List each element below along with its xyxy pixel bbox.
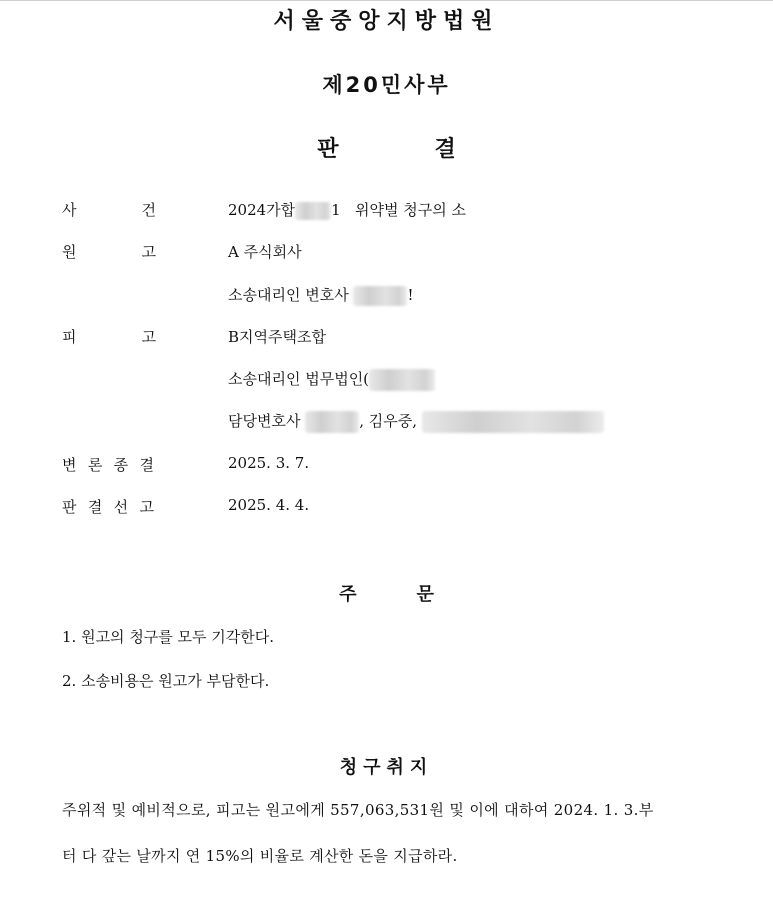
hearing-closed-label: 변 론 종 결	[62, 456, 154, 474]
ruling-item: 2. 소송비용은 원고가 부담한다.	[62, 672, 270, 690]
redacted-counsel-name	[353, 286, 407, 306]
defendant-label: 피 고	[62, 328, 156, 346]
plaintiff-name: A 주식회사	[228, 243, 302, 261]
hearing-closed-date: 2025. 3. 7.	[228, 454, 310, 472]
plaintiff-counsel: 소송대리인 변호사 !	[228, 286, 414, 304]
defendant-name: B지역주택조합	[228, 328, 326, 346]
redacted-case-number	[295, 202, 331, 220]
claim-text-line: 터 다 갚는 날까지 연 15%의 비율로 계산한 돈을 지급하라.	[62, 847, 458, 865]
judgment-date-label: 판 결 선 고	[62, 498, 154, 516]
claim-text-line: 주위적 및 예비적으로, 피고는 원고에게 557,063,531원 및 이에 대하여 2024. 1. 3.부	[62, 801, 654, 819]
claim-heading: 청구취지	[339, 757, 434, 778]
document-type-title	[0, 132, 773, 163]
court-name: 서울중앙지방법원	[273, 9, 500, 34]
defendant-counsel: 소송대리인 법무법인(	[228, 368, 435, 391]
document-type-char: 결	[434, 137, 456, 162]
case-number: 2024가합 1 위약벌 청구의 소	[228, 201, 466, 219]
ruling-heading: 주 문	[339, 584, 434, 605]
case-title: 위약벌 청구의 소	[355, 201, 466, 219]
plaintiff-label: 원 고	[62, 243, 156, 261]
case-label: 사 건	[62, 201, 156, 219]
court-division: 제20민사부	[322, 73, 451, 97]
document-type-char: 판	[317, 137, 339, 162]
redacted-law-firm	[369, 369, 435, 391]
defendant-attorneys: 담당변호사 , 김우중,	[228, 410, 604, 433]
redacted-attorney-names	[422, 411, 604, 433]
page-top-rule	[0, 0, 773, 1]
ruling-item: 1. 원고의 청구를 모두 기각한다.	[62, 628, 275, 646]
judgment-date: 2025. 4. 4.	[228, 496, 310, 514]
redacted-attorney-name	[305, 411, 359, 433]
